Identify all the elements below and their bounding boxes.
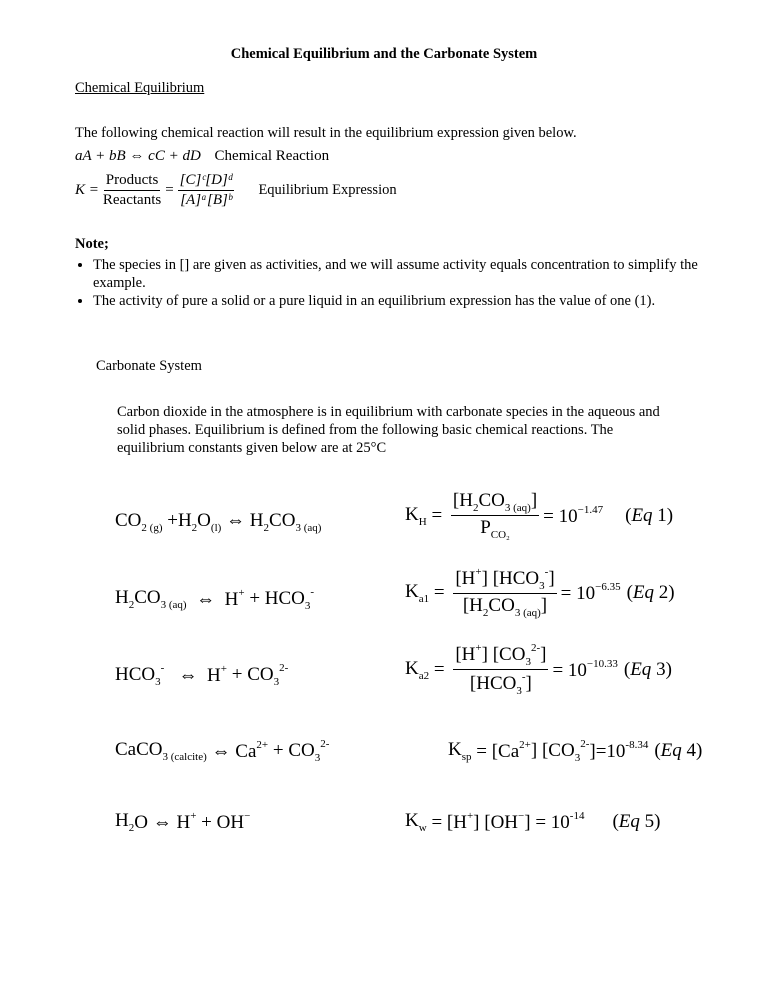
- term-text: HCO: [115, 664, 156, 685]
- eq-term: [452, 490, 479, 514]
- eq5-reaction: [115, 810, 250, 834]
- subscript: 3: [574, 752, 581, 764]
- note-list: [75, 256, 715, 310]
- subscript: a2: [418, 669, 430, 682]
- term-text: ]: [548, 568, 555, 589]
- term-text: = 10: [560, 582, 596, 604]
- eq-term: [455, 644, 481, 665]
- superscript: +: [190, 810, 197, 822]
- eq-term: [455, 568, 481, 589]
- term-text: ]=10: [589, 741, 626, 762]
- term-text: =: [426, 504, 447, 526]
- subscript: 3: [304, 600, 311, 612]
- term-text: ]: [540, 595, 548, 616]
- term-text: +H: [162, 510, 192, 531]
- term-text: ⇔ H: [164, 665, 221, 686]
- term-text: = 10: [543, 505, 578, 527]
- eq-term: [429, 659, 449, 681]
- eq-term: [187, 587, 245, 611]
- superscript: -: [544, 566, 549, 578]
- eq-term: [115, 510, 162, 534]
- term-text: ⇔ Ca: [206, 741, 257, 762]
- eq-term: [473, 810, 524, 834]
- eq-term: [552, 658, 617, 682]
- term-text: H: [115, 587, 129, 608]
- equation-number: (Eq 3): [623, 658, 672, 680]
- term-text: + CO: [227, 664, 274, 685]
- eq3-reaction: [115, 662, 288, 688]
- term-text: K: [405, 580, 419, 602]
- superscript: −1.47: [577, 503, 604, 516]
- subscript: 3: [273, 676, 280, 688]
- eq-term: [115, 810, 134, 834]
- reaction-label: Chemical Reaction: [214, 148, 330, 164]
- subscript: w: [418, 822, 427, 834]
- reactants-label: Reactants: [102, 192, 162, 208]
- term-text: K: [405, 810, 419, 831]
- eq-term: [115, 587, 134, 611]
- eq-term: [115, 662, 164, 688]
- fraction: [453, 642, 548, 697]
- subscript: 3: [516, 685, 522, 697]
- superscript: 2+: [256, 739, 269, 751]
- eq-term: [196, 810, 250, 834]
- eq-term: [540, 644, 546, 665]
- term-text: P: [480, 517, 491, 538]
- term-text: ] [CO: [530, 740, 575, 761]
- eq-abbrev: Eq: [618, 811, 640, 832]
- term-text: ] [OH: [473, 812, 519, 833]
- superscript: -8.34: [625, 739, 649, 751]
- subscript: 3 (aq): [295, 522, 322, 534]
- expression-label: Equilibrium Expression: [258, 182, 397, 198]
- superscript: -14: [569, 810, 585, 822]
- eq-term: [134, 587, 186, 611]
- superscript: +: [220, 663, 227, 675]
- section-heading-equilibrium: Chemical Equilibrium: [75, 80, 205, 96]
- eq-abbrev: Eq: [660, 740, 682, 761]
- term-text: ⇔ H: [221, 510, 264, 531]
- superscript: 2-: [320, 738, 330, 750]
- subscript: 2: [263, 522, 270, 534]
- eq-term: [561, 581, 621, 605]
- numerator: [451, 490, 539, 516]
- term-text: CaCO: [115, 739, 163, 760]
- products-label: Products: [104, 172, 161, 191]
- eq-term: [524, 810, 584, 834]
- term-text: [H: [462, 595, 483, 616]
- eq-abbrev: Eq: [631, 504, 653, 526]
- equals-sign: =: [165, 182, 174, 198]
- eq-term: [162, 510, 197, 534]
- term-text: ] [CO: [481, 644, 526, 665]
- subscript: 3 (calcite): [162, 751, 207, 763]
- eq-term: [531, 738, 589, 764]
- term-text: ] [HCO: [481, 568, 540, 589]
- subscript: CO₂: [490, 529, 510, 541]
- eq3-constant: [405, 642, 672, 697]
- term-text: O: [197, 510, 211, 531]
- eq-term: [207, 739, 268, 763]
- superscript: -: [310, 586, 315, 598]
- eq1-constant: [405, 490, 673, 541]
- superscript: -: [160, 662, 165, 674]
- term-text: [H: [455, 568, 476, 589]
- k-symbol: K =: [75, 182, 99, 198]
- fraction: [451, 490, 539, 541]
- eq-term: [405, 504, 427, 528]
- eq-term: [405, 658, 429, 682]
- eq-term: [481, 566, 549, 592]
- denominator: [470, 670, 532, 697]
- term-text: H: [115, 810, 129, 831]
- subscript: 3 (aq): [514, 607, 541, 619]
- fraction: [453, 566, 556, 619]
- eq-term: [488, 595, 541, 619]
- eq-term: [462, 595, 489, 619]
- term-text: ⇔ H: [186, 589, 239, 610]
- term-text: = 10: [552, 659, 587, 681]
- eq-term: [115, 739, 207, 763]
- note-bullet: • The species in [] are given as activities, and we will assume activity equals concentration to simplify the example.: [93, 256, 715, 292]
- superscript: 2-: [530, 642, 541, 654]
- term-text: = [Ca: [471, 741, 520, 762]
- superscript: +: [475, 566, 482, 578]
- page-title: Chemical Equilibrium and the Carbonate System: [230, 46, 538, 62]
- term-text: =: [429, 581, 450, 603]
- eq-term: [427, 505, 447, 527]
- numerator: [453, 566, 556, 594]
- denominator: [463, 594, 547, 619]
- eq2-constant: [405, 566, 675, 619]
- equation-number: (Eq 2): [626, 581, 675, 603]
- term-text: + OH: [196, 812, 245, 833]
- eq-term: [531, 490, 537, 511]
- eq-term: [427, 810, 473, 834]
- general-reaction: aA + bB ⇔ cC + dD: [75, 148, 201, 164]
- subscript: 3: [155, 676, 161, 688]
- eq-term: [164, 663, 227, 687]
- term-text: ]: [540, 644, 547, 665]
- carbonate-intro: Carbon dioxide in the atmosphere is in equilibrium with carbonate species in the aqueous and solid phases. Equilibrium is defined from the following basic chemical reactions. The equilibrium constants given below are at 25°C: [117, 404, 660, 456]
- term-text: = [H: [426, 812, 467, 833]
- eq1-reaction: [115, 510, 321, 534]
- eq-term: [227, 662, 288, 688]
- term-text: [H: [455, 644, 476, 665]
- term-text: =: [429, 658, 450, 680]
- subscript: 2: [472, 502, 479, 514]
- eq-term: [221, 510, 269, 534]
- term-text: CO: [134, 587, 161, 608]
- term-text: + CO: [268, 740, 315, 761]
- subscript: (l): [210, 522, 222, 534]
- section-heading-carbonate: Carbonate System: [96, 358, 202, 374]
- eq-term: [480, 517, 510, 541]
- numerator: [453, 642, 548, 670]
- eq-term: [405, 810, 427, 834]
- term-text: CO: [269, 510, 296, 531]
- eq-term: [526, 673, 532, 694]
- term-text: ] = 10: [524, 812, 570, 833]
- subscript: 3: [525, 656, 531, 668]
- eq-term: [543, 504, 603, 528]
- expr-denominator: [A]ᵃ[B]ᵇ: [180, 192, 232, 208]
- subscript: 3: [314, 752, 321, 764]
- denominator: [480, 516, 510, 541]
- eq-term: [472, 739, 531, 763]
- eq-term: [268, 738, 329, 764]
- subscript: 3 (aq): [504, 502, 531, 514]
- subscript: 3: [539, 580, 545, 592]
- eq-term: [197, 510, 221, 534]
- term-text: CO: [488, 595, 515, 616]
- intro-paragraph: The following chemical reaction will result in the equilibrium expression given below.: [75, 125, 577, 141]
- superscript: +: [238, 587, 245, 599]
- term-text: K: [405, 503, 419, 525]
- eq-term: [405, 581, 429, 605]
- term-text: CO: [478, 490, 505, 511]
- subscript: 2: [128, 822, 135, 834]
- superscript: +: [475, 642, 482, 654]
- eq-abbrev: Eq: [632, 581, 655, 603]
- superscript: 2-: [279, 662, 289, 674]
- subscript: 2: [482, 607, 489, 619]
- eq-term: [548, 568, 554, 589]
- superscript: −: [244, 810, 251, 822]
- subscript: 3 (aq): [160, 599, 187, 611]
- eq-term: [541, 595, 547, 616]
- superscript: −: [518, 810, 525, 822]
- expr-numerator: [C]ᶜ[D]ᵈ: [178, 172, 235, 191]
- subscript: 2: [191, 522, 198, 534]
- term-text: O ⇔ H: [134, 812, 191, 833]
- eq-term: [269, 510, 321, 534]
- eq-term: [469, 671, 526, 697]
- eq-term: [245, 586, 315, 612]
- eq-term: [134, 810, 196, 834]
- eq-term: [448, 739, 472, 763]
- term-text: [HCO: [469, 673, 517, 694]
- superscript: -: [521, 671, 526, 683]
- eq-term: [478, 490, 531, 514]
- subscript: a1: [418, 592, 430, 605]
- superscript: −6.35: [595, 580, 621, 593]
- term-text: ]: [530, 490, 538, 511]
- note-heading: Note;: [75, 236, 109, 252]
- eq-term: [481, 642, 541, 668]
- equation-number: (Eq 4): [654, 740, 703, 761]
- term-text: + HCO: [244, 588, 305, 609]
- eq-term: [589, 739, 648, 763]
- eq4-constant: [448, 738, 702, 764]
- term-text: K: [405, 657, 419, 679]
- equilibrium-expression: [75, 172, 397, 209]
- eq2-reaction: [115, 586, 314, 612]
- equation-number: (Eq 1): [625, 504, 674, 526]
- eq4-reaction: [115, 738, 329, 764]
- eq-term: [429, 582, 449, 604]
- superscript: 2+: [519, 739, 531, 751]
- eq-abbrev: Eq: [630, 658, 652, 680]
- equation-number: (Eq 5): [612, 811, 661, 832]
- term-text: CO: [115, 510, 142, 531]
- note-bullet: • The activity of pure a solid or a pure liquid in an equilibrium expression has the value of one (1).: [93, 292, 715, 310]
- subscript: 2 (g): [141, 522, 163, 534]
- term-text: ]: [525, 673, 532, 694]
- eq5-constant: [405, 810, 660, 834]
- term-text: [H: [452, 490, 473, 511]
- superscript: +: [466, 810, 474, 822]
- superscript: 2-: [580, 738, 590, 750]
- subscript: H: [418, 515, 427, 528]
- superscript: −10.33: [586, 657, 618, 670]
- subscript: sp: [461, 751, 472, 763]
- term-text: K: [448, 739, 462, 760]
- subscript: 2: [128, 599, 135, 611]
